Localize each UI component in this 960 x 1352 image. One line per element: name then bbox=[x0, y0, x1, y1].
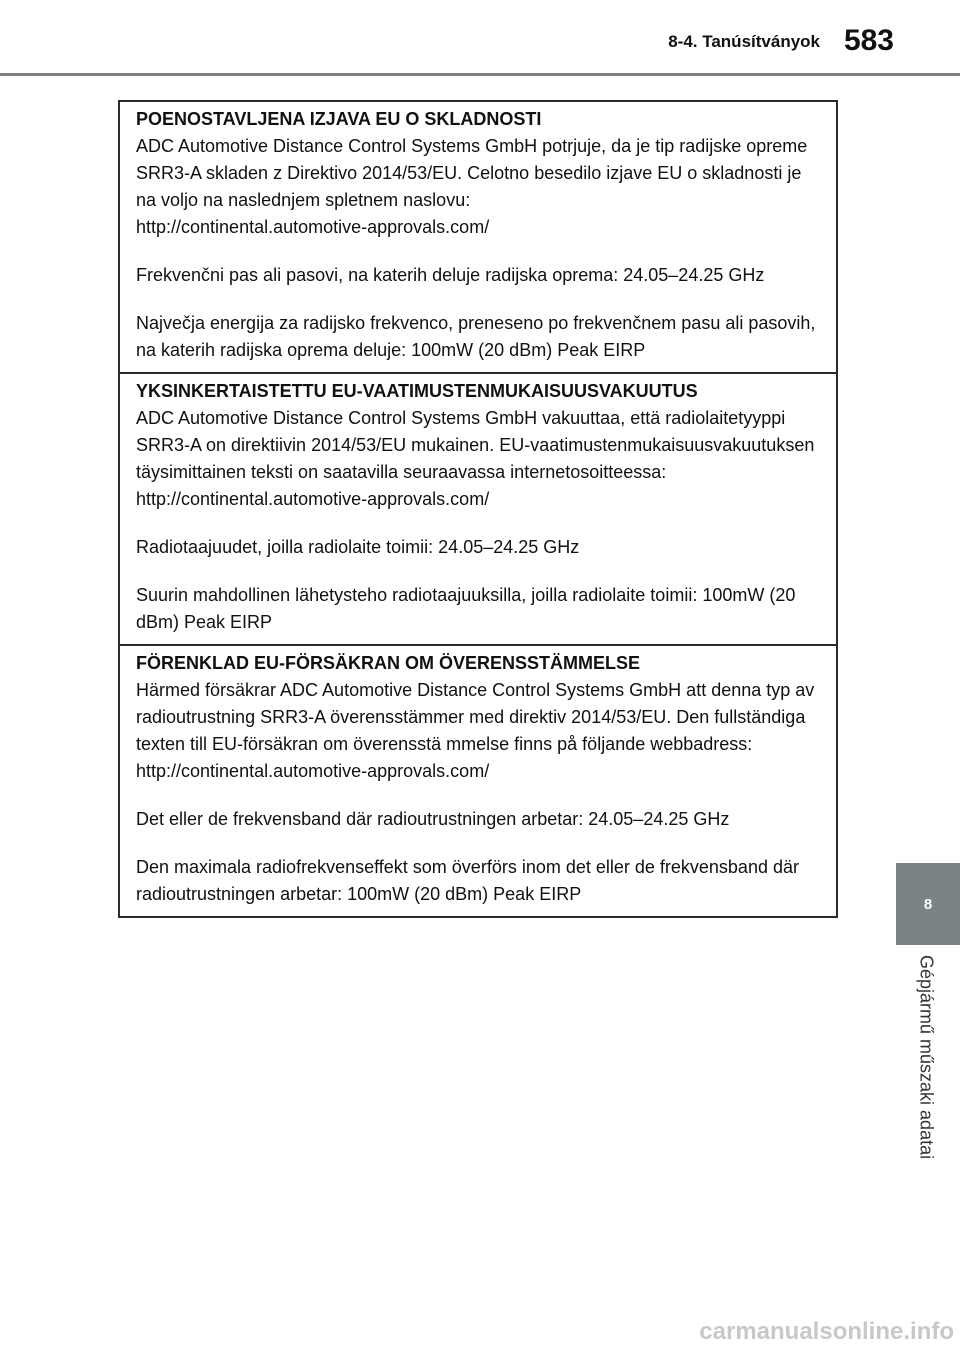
page-number: 583 bbox=[843, 24, 894, 57]
section-url: http://continental.automotive-approvals.com/ bbox=[136, 761, 490, 781]
section-title: POENOSTAVLJENA IZJAVA EU O SKLADNOSTI bbox=[136, 109, 542, 129]
section-title: FÖRENKLAD EU-FÖRSÄKRAN OM ÖVERENSSTÄMMELSE bbox=[136, 653, 641, 673]
watermark: carmanualsonline.info bbox=[699, 1318, 954, 1345]
section-intro: ADC Automotive Distance Control Systems GmbH vakuuttaa, että radiolaitetyyppi SRR3-A on direktiivin 2014/53/EU mukainen. EU-vaatimustenmukaisuusvakuutuksen täysimittainen teksti on saatavilla seuraavassa internetosoitteessa: bbox=[136, 408, 815, 482]
section-url: http://continental.automotive-approvals.com/ bbox=[136, 217, 490, 237]
declaration-slovenian bbox=[120, 102, 836, 372]
section-power: Den maximala radiofrekvenseffekt som överförs inom det eller de frekvensband där radioutrustningen arbetar: 100mW (20 dBm) Peak EIRP bbox=[136, 857, 799, 904]
section-url: http://continental.automotive-approvals.com/ bbox=[136, 489, 490, 509]
declaration-swedish bbox=[120, 644, 836, 916]
chapter-title: Gépjármű műszaki adatai bbox=[916, 955, 937, 1160]
section-frequency: Frekvenčni pas ali pasovi, na katerih deluje radijska oprema: 24.05–24.25 GHz bbox=[136, 265, 765, 285]
chapter-side-title bbox=[900, 955, 952, 1200]
chapter-tab bbox=[896, 863, 960, 945]
chapter-number: 8 bbox=[923, 895, 933, 913]
section-power: Suurin mahdollinen lähetysteho radiotaajuuksilla, joilla radiolaite toimii: 100mW (20 dBm) Peak EIRP bbox=[136, 585, 796, 632]
declaration-finnish bbox=[120, 372, 836, 644]
section-intro: Härmed försäkrar ADC Automotive Distance Control Systems GmbH att denna typ av radioutrustning SRR3-A överensstämmer med direktiv 2014/53/EU. Den fullständiga texten till EU-försäkran om överensstä mmelse finns på följande webbadress: bbox=[136, 680, 815, 754]
section-frequency: Det eller de frekvensband där radioutrustningen arbetar: 24.05–24.25 GHz bbox=[136, 809, 730, 829]
section-power: Največja energija za radijsko frekvenco, preneseno po frekvenčnem pasu ali pasovih, na katerih radijska oprema deluje: 100mW (20 dBm) Peak EIRP bbox=[136, 313, 816, 360]
section-title: YKSINKERTAISTETTU EU-VAATIMUSTENMUKAISUUSVAKUUTUS bbox=[136, 381, 698, 401]
section-frequency: Radiotaajuudet, joilla radiolaite toimii: 24.05–24.25 GHz bbox=[136, 537, 580, 557]
header-divider bbox=[0, 73, 960, 76]
declaration-box bbox=[118, 100, 838, 918]
section-intro: ADC Automotive Distance Control Systems GmbH potrjuje, da je tip radijske opreme SRR3-A skladen z Direktivo 2014/53/EU. Celotno besedilo izjave EU o skladnosti je na voljo na naslednjem spletnem naslovu: bbox=[136, 136, 808, 210]
header-section-title: 8-4. Tanúsítványok bbox=[668, 32, 820, 51]
